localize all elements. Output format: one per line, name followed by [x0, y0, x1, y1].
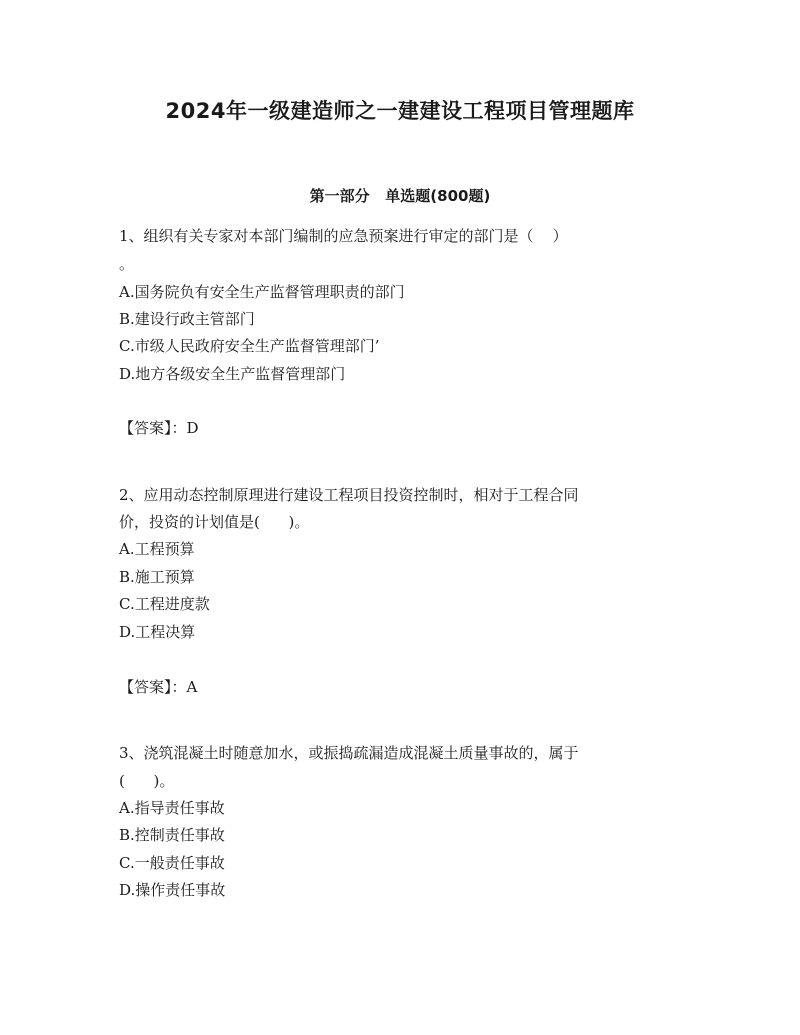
question-1-stem: 1、组织有关专家对本部门编制的应急预案进行审定的部门是（ ） — [119, 227, 568, 245]
question-1-option-d: D.地方各级安全生产监督管理部门 — [119, 365, 346, 383]
answer-label: 【答案】： — [119, 678, 187, 696]
question-1-option-c: C.市级人民政府安全生产监督管理部门’ — [119, 337, 380, 355]
section-title: 第一部分 单选题(800题) — [309, 187, 491, 205]
question-2-option-b: B.施工预算 — [119, 568, 195, 586]
question-1-option-b: B.建设行政主管部门 — [119, 310, 255, 328]
document-title: 2024年一级建造师之一建建设工程项目管理题库 — [165, 99, 635, 123]
question-2-stem: 2、应用动态控制原理进行建设工程项目投资控制时，相对于工程合同 — [119, 486, 579, 504]
question-3-option-b: B.控制责任事故 — [119, 826, 225, 844]
question-2-option-c: C.工程进度款 — [119, 595, 210, 613]
question-2-option-a: A.工程预算 — [119, 540, 195, 558]
question-3-option-d: D.操作责任事故 — [119, 881, 226, 899]
question-1-option-a: A.国务院负有安全生产监督管理职责的部门 — [119, 283, 405, 301]
question-3-stem-continued: ( )。 — [119, 772, 175, 790]
question-3-option-a: A.指导责任事故 — [119, 799, 225, 817]
answer-label: 【答案】： — [119, 419, 187, 437]
question-2-stem-continued: 价，投资的计划值是( )。 — [119, 513, 310, 531]
answer-value: D — [186, 419, 199, 437]
question-3-stem: 3、浇筑混凝土时随意加水，或振捣疏漏造成混凝土质量事故的，属于 — [119, 744, 579, 762]
question-1-answer — [119, 418, 199, 438]
question-2-answer — [119, 677, 197, 697]
question-3-option-c: C.一般责任事故 — [119, 854, 225, 872]
answer-value: A — [186, 678, 198, 696]
question-2-option-d: D.工程决算 — [119, 623, 196, 641]
question-1-stem-continued: 。 — [119, 255, 135, 273]
